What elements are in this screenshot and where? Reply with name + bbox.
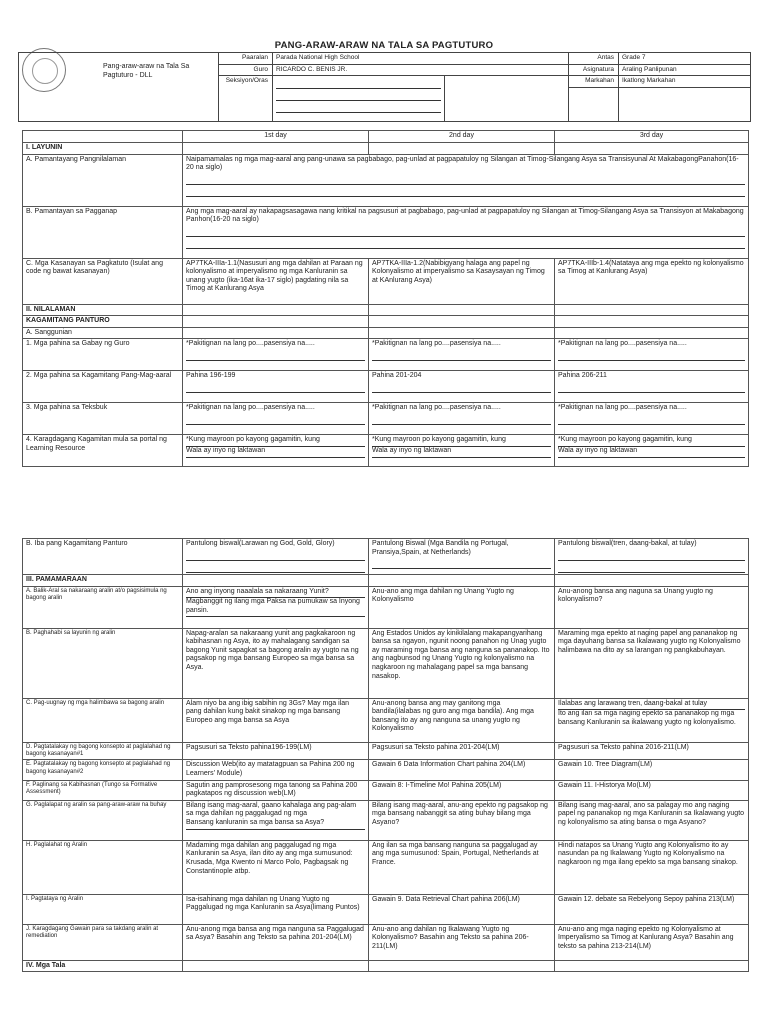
gabay-guro-day2: *Pakitignan na lang po....pasensiya na..... (369, 339, 555, 371)
teksbuk-day1: *Pakitignan na lang po....pasensiya na..... (183, 403, 369, 435)
paglalahat-day2: Ang ilan sa mga bansang nanguna sa paggalugad ay ang mga sumusunod: Spain, Portugal, Netherlands at France. (369, 840, 555, 894)
pagtataya-day3: Gawain 12. debate sa Rebelyong Sepoy pahina 213(LM) (555, 894, 749, 924)
paghahabi-day3: Maraming mga epekto at naging papel ang pananakop ng mga dayuhang bansa sa Ikalawang yugto ng Kolonyalismo halimbawa na dito ay sa larangan ng pangkabuhayan. (555, 628, 749, 698)
pag-uugnay-day3: Ilalabas ang larawang tren, daang-bakal at tulay Ito ang ilan sa mga naging epekto sa pananakop ng mga bansang Kanluranin sa ikalawang yugto ng kolonyalismo. (555, 698, 749, 742)
balik-aral-day2: Anu-ano ang mga dahilan ng Unang Yugto ng Kolonyalismo (369, 586, 555, 628)
paglalahat-day3: Hindi natapos sa Unang Yugto ang Kolonyalismo ito ay nasundan pa ng Ikalawang Yugto ng Kolonyalismo na nagkaroon ng mga ilang epekto sa mga bansang sinakop. (555, 840, 749, 894)
paglinang-day1: Sagutin ang pamprosesong mga tanong sa Pahina 200 pagkatapos ng discussion web(LM) (183, 780, 369, 800)
kasanayan-label: C. Mga Kasanayan sa Pagkatuto (Isulat ang code ng bawat kasanayan) (23, 258, 183, 304)
asignatura-value: Araling Panlipunan (619, 64, 751, 76)
doc-name: Pang-araw-araw na Tala Sa Pagtuturo - DLL (103, 63, 190, 79)
seksiyon-value (273, 76, 445, 122)
pag-uugnay-label: C. Pag-uugnay ng mga halimbawa sa bagong aralin (23, 698, 183, 742)
guro-value: RICARDO C. BENIS JR. (273, 64, 569, 76)
balik-aral-day1: Ano ang inyong naaalala sa nakaraang Yunit? Magbanggit ng ilang mga Paksa na pumukaw sa Inyong pansin. (183, 586, 369, 628)
paaralan-value: Parada National High School (273, 53, 569, 65)
paghahabi-day2: Ang Estados Unidos ay kinikilalang makapangyarihang bansa sa ngayon, ngunit noong panahon ng Unag yugto ay maraming mga bansa ang nanguna sa pananakop. Ito ang nagbunsod ng Unang Yugto ng kolonyalismo na nagkaroon ng mahalagang papel sa mga bansang nasakop. (369, 628, 555, 698)
pamantayang-pangnilalaman-label: A. Pamantayang Pangnilalaman (23, 154, 183, 206)
pagtatalakay1-label: D. Pagtatalakay ng bagong konsepto at paglalahad ng bagong kasanayan#1 (23, 742, 183, 760)
pamantayan-pagganap-text: Ang mga mag-aaral ay nakapagsasagawa nang kritikal na pagsusuri at pagbabago, pag-unlad at pagpapatuloy ng Silangan at Timog-Silangang Asya sa Transisyon at Makabagong Panhon(16-20 na siglo) (183, 206, 749, 258)
pag-uugnay-day1: Alam niyo ba ang ibig sabihin ng 3Gs? May mga ilan pang dahilan kung bakit sinakop ng mga bansang Europeo ang mga bansa sa Asya (183, 698, 369, 742)
dll-table-part1 (22, 130, 749, 467)
header-table (18, 52, 751, 122)
learning-resource-label: 4. Karagdagang Kagamitan mula sa portal ng Learning Resource (23, 435, 183, 467)
paglalapat-label: G. Paglalapat ng aralin sa pang-araw-araw na buhay (23, 800, 183, 840)
paglalahat-day1: Madaming mga dahilan ang paggalugad ng mga Kanluranin sa Asya, ilan dito ay ang mga sumusunod: Krusada, Mga Kwento ni Marco Polo, Pagbagsak ng Constantinople atbp. (183, 840, 369, 894)
paglinang-label: F. Paglinang sa Kabihasnan (Tungo sa Formative Assessment) (23, 780, 183, 800)
pagtataya-label: I. Pagtataya ng Aralin (23, 894, 183, 924)
guro-label: Guro (219, 64, 273, 76)
day2-header: 2nd day (369, 131, 555, 143)
paaralan-label: Paaralan (219, 53, 273, 65)
balik-aral-label: A. Balik-Aral sa nakaraang aralin at/o pagsisimula ng bagong aralin (23, 586, 183, 628)
kagamitang-mag-aaral-day2: Pahina 201-204 (369, 371, 555, 403)
iba-pang-kagamitan-day2: Pantulong Biswal (Mga Bandila ng Portugal, Pransiya,Spain, at Netherlands) (369, 539, 555, 575)
paglinang-day3: Gawain 11. I-Historya Mo(LM) (555, 780, 749, 800)
kagamitan-heading: KAGAMITANG PANTURO (23, 316, 183, 328)
gabay-guro-day3: *Pakitignan na lang po....pasensiya na..... (555, 339, 749, 371)
day1-header: 1st day (183, 131, 369, 143)
pagtatalakay1-day2: Pagsusuri sa Teksto pahina 201-204(LM) (369, 742, 555, 760)
asignatura-label: Asignatura (569, 64, 619, 76)
karagdagang-gawain-day1: Anu-anong mga bansa ang mga nanguna sa Paggalugad sa Asya? Basahin ang Teksto sa pahina 201-204(LM) (183, 924, 369, 960)
karagdagang-gawain-label: J. Karagdagang Gawain para sa takdang aralin at remediation (23, 924, 183, 960)
gabay-guro-label: 1. Mga pahina sa Gabay ng Guro (23, 339, 183, 371)
kagamitang-mag-aaral-day1: Pahina 196-199 (183, 371, 369, 403)
markahan-value: Ikatlong Markahan (619, 76, 751, 88)
learning-resource-day1: *Kung mayroon po kayong gagamitin, kung Wala ay inyo ng laktawan (183, 435, 369, 467)
day3-header: 3rd day (555, 131, 749, 143)
antas-label: Antas (569, 53, 619, 65)
pagtatalakay2-day1: Discussion Web(ito ay matatagpuan sa Pahina 200 ng Learners' Module) (183, 760, 369, 780)
paglalapat-day1: Bilang isang mag-aaral, gaano kahalaga ang pag-alam sa mga dahilan ng paggalugad ng mga Bansang kanluranin sa mga bansa sa Asya? (183, 800, 369, 840)
pagtatalakay2-label: E. Pagtatalakay ng bagong konsepto at paglalahad ng bagong kasanayan#2 (23, 760, 183, 780)
pagtatalakay2-day3: Gawain 10. Tree Diagram(LM) (555, 760, 749, 780)
learning-resource-day3: *Kung mayroon po kayong gagamitin, kung Wala ay inyo ng laktawan (555, 435, 749, 467)
kasanayan-day2: AP7TKA-IIIa-1.2(Nabibigyang halaga ang papel ng Kolonyalismo at imperyalismo sa Kasaysayan ng Timog at KAnlurang Asya) (369, 258, 555, 304)
paghahabi-day1: Napag-aralan sa nakaraang yunit ang pagkakaroon ng kabihasnan ng Asya, ito ay mahalagang sandigan sa bagong Yunit sapagkat sa bagong aralin ay yugto na ng pagsakop ng mga bansang Europeo sa mga bansa sa Asya. (183, 628, 369, 698)
pagtataya-day2: Gawain 9. Data Retrieval Chart pahina 206(LM) (369, 894, 555, 924)
antas-value: Grade 7 (619, 53, 751, 65)
iba-pang-kagamitan-day1: Pantulong biswal(Larawan ng God, Gold, Glory) (183, 539, 369, 575)
teksbuk-day3: *Pakitignan na lang po....pasensiya na..... (555, 403, 749, 435)
paglalahat-label: H. Paglalahat ng Aralin (23, 840, 183, 894)
pamantayang-pangnilalaman-text: Naipamamalas ng mga mag-aaral ang pang-unawa sa pagbabago, pag-unlad at pagpapatuloy ng Silangan at Timog-Silangang Asya sa Transisyunal At MakabagongPanahon(16-20 na siglo) (183, 154, 749, 206)
balik-aral-day3: Anu-anong bansa ang naguna sa Unang yugto ng kolonyalismo? (555, 586, 749, 628)
markahan-label: Markahan (569, 76, 619, 88)
mga-tala-heading: IV. Mga Tala (23, 960, 183, 972)
pag-uugnay-day2: Anu-anong bansa ang may ganitong mga bandila(ilalabas ng guro ang mga bandila). Ang mga bansang ito ay ang nanguna sa unang yugto ng Kolonyalismo (369, 698, 555, 742)
karagdagang-gawain-day3: Anu-ano ang mga naging epekto ng Kolonyalismo at Imperyalismo sa Timog at Kanlurang Asya? Basahin ang teksto sa pahina 213-214(LM) (555, 924, 749, 960)
pagtatalakay1-day1: Pagsusuri sa Teksto pahina196-199(LM) (183, 742, 369, 760)
sanggunian-label: A. Sanggunian (23, 327, 183, 339)
pamamaraan-heading: III. PAMAMARAAN (23, 575, 183, 587)
kagamitang-mag-aaral-label: 2. Mga pahina sa Kagamitang Pang-Mag-aaral (23, 371, 183, 403)
paglalapat-day2: Bilang isang mag-aaral, anu-ang epekto ng pagsakop ng mga bansang nabanggit sa ating buhay bilang mga Asyano? (369, 800, 555, 840)
seksiyon-label: Seksiyon/Oras (219, 76, 273, 122)
dll-table-part2 (22, 538, 749, 972)
paglalapat-day3: Bilang isang mag-aaral, ano sa palagay mo ang naging papel ng pananakop ng mga Kanluranin sa Ikalawang yugto ng kolonyalismo sa ating bansa o mga Asyano? (555, 800, 749, 840)
teksbuk-label: 3. Mga pahina sa Teksbuk (23, 403, 183, 435)
paghahabi-label: B. Paghahabi sa layunin ng aralin (23, 628, 183, 698)
nilalaman-heading: II. NILALAMAN (23, 304, 183, 316)
karagdagang-gawain-day2: Anu-ano ang dahilan ng Ikalawang Yugto ng Kolonyalismo? Basahin ang Teksto sa pahina 206-211(LM) (369, 924, 555, 960)
pagtatalakay1-day3: Pagsusuri sa Teksto pahina 2016-211(LM) (555, 742, 749, 760)
teksbuk-day2: *Pakitignan na lang po....pasensiya na..... (369, 403, 555, 435)
gabay-guro-day1: *Pakitignan na lang po....pasensiya na..... (183, 339, 369, 371)
layunin-heading: I. LAYUNIN (23, 143, 183, 155)
iba-pang-kagamitan-label: B. Iba pang Kagamitang Panturo (23, 539, 183, 575)
iba-pang-kagamitan-day3: Pantulong biswal(tren, daang-bakal, at tulay) (555, 539, 749, 575)
kasanayan-day1: AP7TKA-IIIa-1.1(Nasusuri ang mga dahilan at Paraan ng kolonyalismo at imperyalismo ng mga Kanluranin sa unang yugto (ika-16at ika-17 siglo) pagdating nila sa Timog at Kanlurang Asya (183, 258, 369, 304)
paglinang-day2: Gawain 8: I-Timeline Mo! Pahina 205(LM) (369, 780, 555, 800)
kagamitang-mag-aaral-day3: Pahina 206-211 (555, 371, 749, 403)
kasanayan-day3: AP7TKA-IIIb-1.4(Natataya ang mga epekto ng kolonyalismo sa Timog at Kanlurang Asya) (555, 258, 749, 304)
page-title: PANG-ARAW-ARAW NA TALA SA PAGTUTURO (274, 40, 494, 51)
pagtataya-day1: Isa-isahinang mga dahilan ng Unang Yugto ng Paggalugad ng mga Kanluranin sa Asya(limang Puntos) (183, 894, 369, 924)
pagtatalakay2-day2: Gawain 6 Data Information Chart pahina 204(LM) (369, 760, 555, 780)
learning-resource-day2: *Kung mayroon po kayong gagamitin, kung Wala ay inyo ng laktawan (369, 435, 555, 467)
pamantayan-pagganap-label: B. Pamantayan sa Pagganap (23, 206, 183, 258)
